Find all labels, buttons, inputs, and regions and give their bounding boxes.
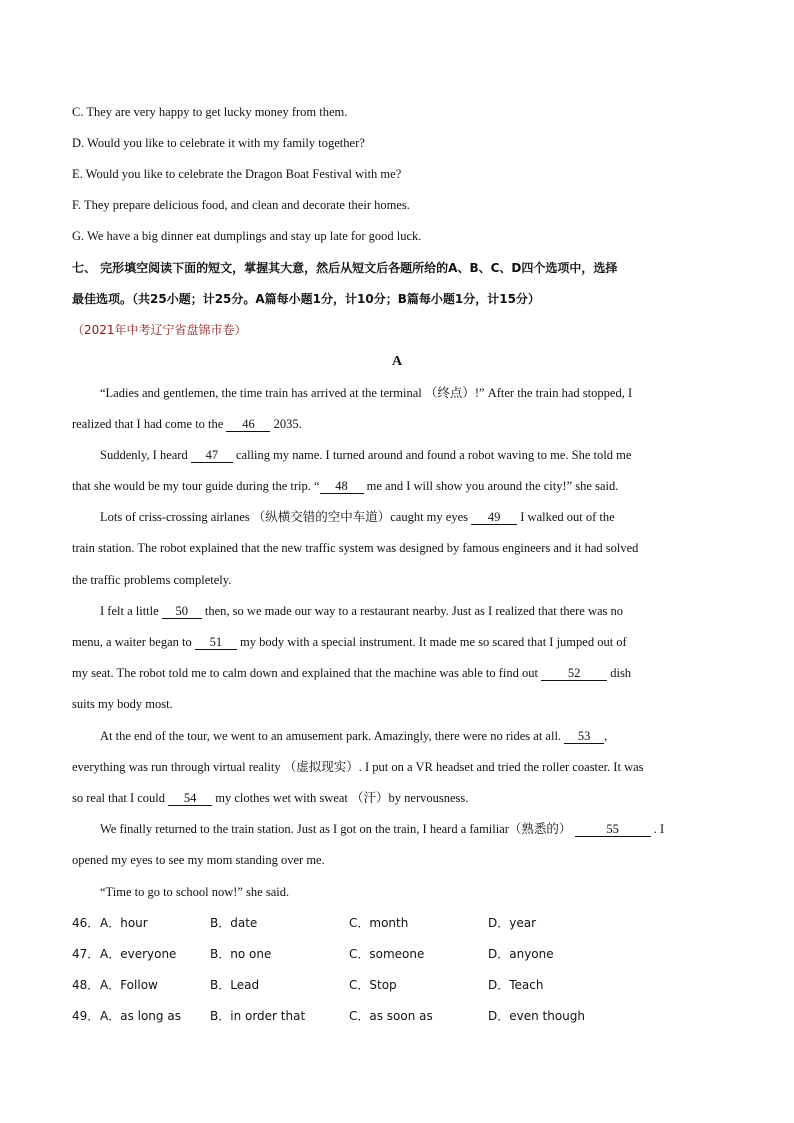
passage-title: A [391,354,403,369]
choice-d: D．Teach [488,978,544,992]
blank-50: 50 [162,604,202,619]
choice-b: B．date [210,916,258,930]
question-number: 48． [72,978,100,992]
passage-line: “Ladies and gentlemen, the time train has arrived at the terminal （终点）!” After the train had stopped, I [100,386,633,400]
choice-b: B．Lead [210,978,260,992]
choice-a: A．hour [100,916,148,930]
blank-47: 47 [191,448,233,463]
choice-d: D．year [488,916,537,930]
choice-c: C．Stop [349,978,397,992]
passage-line: We finally returned to the train station. Just as I got on the train, I heard a familiar（熟悉的） 55 . I [100,822,665,836]
section-heading-line1: 七、 完形填空阅读下面的短文，掌握其大意，然后从短文后各题所给的A、B、C、D四个选项中，选择 [72,261,618,275]
passage-line: I felt a little 50 then, so we made our way to a restaurant nearby. Just as I realized that there was no [100,604,624,618]
choice-c: C．month [349,916,409,930]
choice-c: C．as soon as [349,1009,433,1023]
choice-a: A．Follow [100,978,158,992]
passage-line: that she would be my tour guide during the trip. “ 48 me and I will show you around the city!” she said. [72,479,619,493]
choice-c: C．someone [349,947,425,961]
passage-line: Suddenly, I heard 47 calling my name. I turned around and found a robot waving to me. She told me [100,448,632,462]
blank-55: 55 [575,822,651,837]
passage-line: suits my body most. [72,697,173,711]
passage-line: so real that I could 54 my clothes wet with sweat （汗）by nervousness. [72,791,469,805]
choice-a: A．as long as [100,1009,181,1023]
source-note: （2021年中考辽宁省盘锦市卷） [72,323,247,337]
passage-line: everything was run through virtual reality （虚拟现实）. I put on a VR headset and tried the roller coaster. It was [72,760,644,774]
passage-line: opened my eyes to see my mom standing over me. [72,853,325,867]
option-e: E. Would you like to celebrate the Dragon Boat Festival with me? [72,167,402,181]
blank-54: 54 [168,791,212,806]
blank-52: 52 [541,666,607,681]
option-f: F. They prepare delicious food, and clean and decorate their homes. [72,198,410,212]
passage-line: Lots of criss-crossing airlanes （纵横交错的空中车道）caught my eyes 49 I walked out of the [100,510,615,524]
passage-line: train station. The robot explained that the new traffic system was designed by famous engineers and it had solved [72,541,639,555]
question-number: 49． [72,1009,100,1023]
blank-51: 51 [195,635,237,650]
section-heading-line2: 最佳选项。（共25小题；计25分。A篇每小题1分，计10分；B篇每小题1分，计15分） [72,292,540,306]
option-d: D. Would you like to celebrate it with my family together? [72,136,365,150]
question-number: 46． [72,916,100,930]
choice-d: D．even though [488,1009,586,1023]
passage-line: my seat. The robot told me to calm down and explained that the machine was able to find out 52 dish [72,666,632,680]
question-number: 47． [72,947,100,961]
option-g: G. We have a big dinner eat dumplings and stay up late for good luck. [72,229,422,243]
blank-49: 49 [471,510,517,525]
choice-d: D．anyone [488,947,554,961]
blank-46: 46 [226,417,270,432]
blank-53: 53 [564,729,604,744]
choice-a: A．everyone [100,947,177,961]
passage-line: menu, a waiter began to 51 my body with a special instrument. It made me so scared that I jumped out of [72,635,627,649]
blank-48: 48 [320,479,364,494]
choice-b: B．in order that [210,1009,306,1023]
option-c: C. They are very happy to get lucky money from them. [72,105,348,119]
passage-line: the traffic problems completely. [72,573,232,587]
passage-line: “Time to go to school now!” she said. [100,885,290,899]
passage-line: At the end of the tour, we went to an amusement park. Amazingly, there were no rides at all. 53 , [100,729,608,743]
passage-line: realized that I had come to the 46 2035. [72,417,302,431]
choice-b: B．no one [210,947,272,961]
